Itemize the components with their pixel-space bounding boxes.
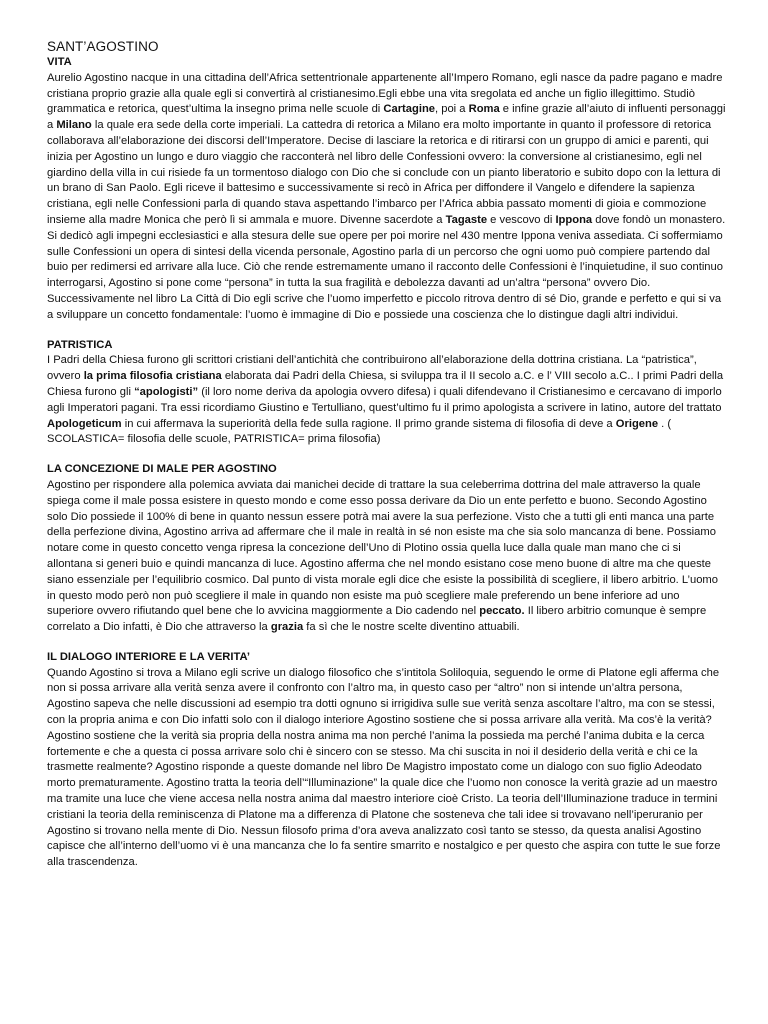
text-run: elaborata dai Padri della Chiesa, si sviluppa tra il II secolo a.C. e l’ VIII secolo a.C.. I primi Padri della Chiesa furono gli <box>47 370 724 398</box>
text-run: I Padri della Chiesa furono gli scrittori cristiani dell’antichità che contribuirono all’elaborazione della dottrina cristiana. La “patristica”, ovvero <box>47 354 697 383</box>
text-run: Il libero arbitrio comunque è sempre correlato a Dio infatti, è Dio che attraverso la <box>47 605 707 634</box>
document-body <box>47 55 728 871</box>
section-paragraph <box>47 666 728 871</box>
document-title: SANT’AGOSTINO <box>47 39 159 54</box>
text-run: Agostino per rispondere alla polemica avviata dai manichei decide di trattare la sua celeberrima dottrina del male attraverso la quale spiega come il male possa esistere in questo mondo e come esso possa derivare da Dio un ente perfetto e buono. Secondo Agostino solo Dio possiede il 100% di bene in quanto nessun essere potrà mai avere la sua perfezione. Visto che a tutti gli enti manca una parte della perfezione divina, Agostino arriva ad affermare che il male in realtà in sé non esiste ma che sia solo mancanza di bene. Possiamo notare come in questo concetto venga ripresa la concezione dell’Uno di Plotino ossia quella luce dalla quale man mano che ci si allontana si generi buio e quindi mancanza di luce. Agostino afferma che nel mondo esistano cose meno buone di altre ma che queste siano essenziale per l’equilibrio cosmico. Dal punto di vista morale egli dice che esiste la possibilità di scegliere, il libero arbitrio. L’uomo in questo modo però non può scegliere il male in quando non esiste ma può scegliere male preferendo un bene inferiore ad uno superiore ovvero rifiutando quel bene che lo avvicina maggiormente a Dio cadendo nel <box>47 478 718 618</box>
text-run: e vescovo di <box>487 213 556 226</box>
bold-term: Tagaste <box>445 213 488 226</box>
bold-term: la prima filosofia cristiana <box>83 370 222 383</box>
section-heading: IL DIALOGO INTERIORE E LA VERITA’ <box>47 650 251 663</box>
bold-term: Roma <box>468 103 500 116</box>
text-run: Quando Agostino si trova a Milano egli scrive un dialogo filosofico che s’intitola Soliloquia, seguendo le orme di Platone egli afferma che non si possa arrivare alla verità senza avere il confronto con l’altro ma, in questo caso per “altro” non si intende un’altra persona, Agostino sapeva che nelle discussioni ad esempio tra dotti ognuno si irrigidiva sulle sue verità senza ascoltare l’altro, ma con se stessi, con la propria anima e con Dio infatti solo con il dialogo interiore Agostino sostiene che si possa arrivare alla verità. Ma cos’è la verità? Agostino sostiene che la verità sia propria della nostra anima ma non perché l’anima la possieda ma perché l’anima dubita e la cerca fortemente e che a questa ci possa arrivare solo chi è sincero con se stesso. Ma chi suscita in noi il desiderio della verità e chi ce la trasmette realmente? Agostino risponde a queste domande nel libro De Magistro impostato come un dialogo con suo figlio Adeodato morto prematuramente. Agostino tratta la teoria dell’“Illuminazione” la quale dice che l’uomo non conosce la verità grazie ad un maestro ma tramite una luce che viene accesa nella nostra anima dal maestro interiore cioè Cristo. La teoria dell’Illuminazione traduce in termini cristiani la teoria della reminiscenza di Platone ma a differenza di Platone che sosteneva che tali idee si trovavano nell’iperuranio per Agostino si trovano nella mente di Dio. Nessun filosofo prima d’ora aveva analizzato così tanto se stesso, da questa analisi Agostino capisce che all’interno dell’uomo vi è una mancanza che lo fa sentire smarrito e nostalgico e per questo che aspira con tutte le sue forze alla trascendenza. <box>47 666 721 869</box>
text-run: dove fondò un monastero. Si dedicò agli impegni ecclesiastici e alla stesura delle sue opere per poi morire nel 430 mentre Ippona veniva assediata. Ci soffermiamo sulle Confessioni un opera di sintesi della vicenda personale, Agostino parla di un percorso che ogni uomo può compiere partendo dal buio per redimersi ed arrivare alla luce. Ciò che rende estremamente umano il racconto delle Confessioni è l’inquietudine, il suo continuo interrogarsi, Agostino si pone come “persona” in tutta la sua fragilità e debolezza davanti ad un’altra “persona” ovvero Dio. Successivamente nel libro La Città di Dio egli scrive che l’uomo imperfetto e piccolo ritrova dentro di sé Dio, grande e perfetto e qui si va a sviluppare un concetto fondamentale: l’uomo è immagine di Dio e possiede una coscienza che lo distingue dagli altri individui. <box>47 213 726 321</box>
bold-term: “apologisti” <box>134 385 199 398</box>
text-run: (il loro nome deriva da apologia ovvero difesa) i quali difendevano il Cristianesimo e cercavano di imporlo agli Imperatori pagani. Tra essi ricordiamo Giustino e Tertulliano, quest’ultimo fu il primo apologista a scrivere in latino, autore del trattato <box>47 385 722 414</box>
section-paragraph <box>47 478 728 636</box>
text-run: . ( SCOLASTICA= filosofia delle scuole, PATRISTICA= prima filosofia) <box>47 417 672 446</box>
bold-term: grazia <box>270 621 304 634</box>
bold-term: peccato. <box>479 605 525 618</box>
text-run: e infine grazie all’aiuto di influenti personaggi a <box>47 103 726 132</box>
bold-term: Ippona <box>555 213 593 226</box>
section-heading: LA CONCEZIONE DI MALE PER AGOSTINO <box>47 463 277 476</box>
bold-term: Milano <box>56 119 92 132</box>
text-run: fa sì che le nostre scelte diventino attuabili. <box>303 621 520 634</box>
text-run: in cui affermava la superiorità della fede sulla ragione. Il primo grande sistema di filosofia di deve a <box>121 417 616 430</box>
bold-term: Cartagine <box>383 103 436 116</box>
bold-term: Origene <box>615 417 659 430</box>
section-gap <box>47 636 728 650</box>
text-run: la quale era sede della corte imperiali. La cattedra di retorica a Milano era molto importante in quanto il professore di retorica collaborava all’elaborazione dei discorsi dell’Imperatore. Decise di lasciare la retorica e di ritirarsi con un gruppo di amici e parenti, qui inizia per Agostino un lungo e duro viaggio che racconterà nel libro delle Confessioni ovvero: la conversione al cristianesimo, egli nel giardino della villa in cui risiede fa un tormentoso dialogo con Dio che si conclude con un pianto liberatorio e subito dopo con la lettura di un brano di San Paolo. Egli riceve il battesimo e successivamente si recò in Africa per diffondere il Vangelo e difendere la sapienza cristiana, egli nelle Confessioni parla di quando stava aspettando l’imbarco per l’Africa abbia passato momenti di gioia e commozione insieme alla madre Monica che però lì si ammala e muore. Divenne sacerdote a <box>47 119 721 226</box>
text-run: Aurelio Agostino nacque in una cittadina dell’Africa settentrionale appartenente all’Impero Romano, egli nasce da padre pagano e madre cristiana proprio grazie alla quale egli si convertirà al cristianesimo.Egli ebbe una vita sregolata ed anche un figlio illegittimo. Studiò grammatica e retorica, quest’ultima la insegno prima nelle scuole di <box>47 71 723 116</box>
section-gap <box>47 448 728 462</box>
section-heading: VITA <box>47 56 72 68</box>
section-paragraph <box>47 71 728 324</box>
section-heading: PATRISTICA <box>47 338 113 351</box>
text-run: , poi a <box>435 103 469 116</box>
section-gap <box>47 324 728 338</box>
bold-term: Apologeticum <box>47 417 122 430</box>
section-paragraph <box>47 353 728 448</box>
